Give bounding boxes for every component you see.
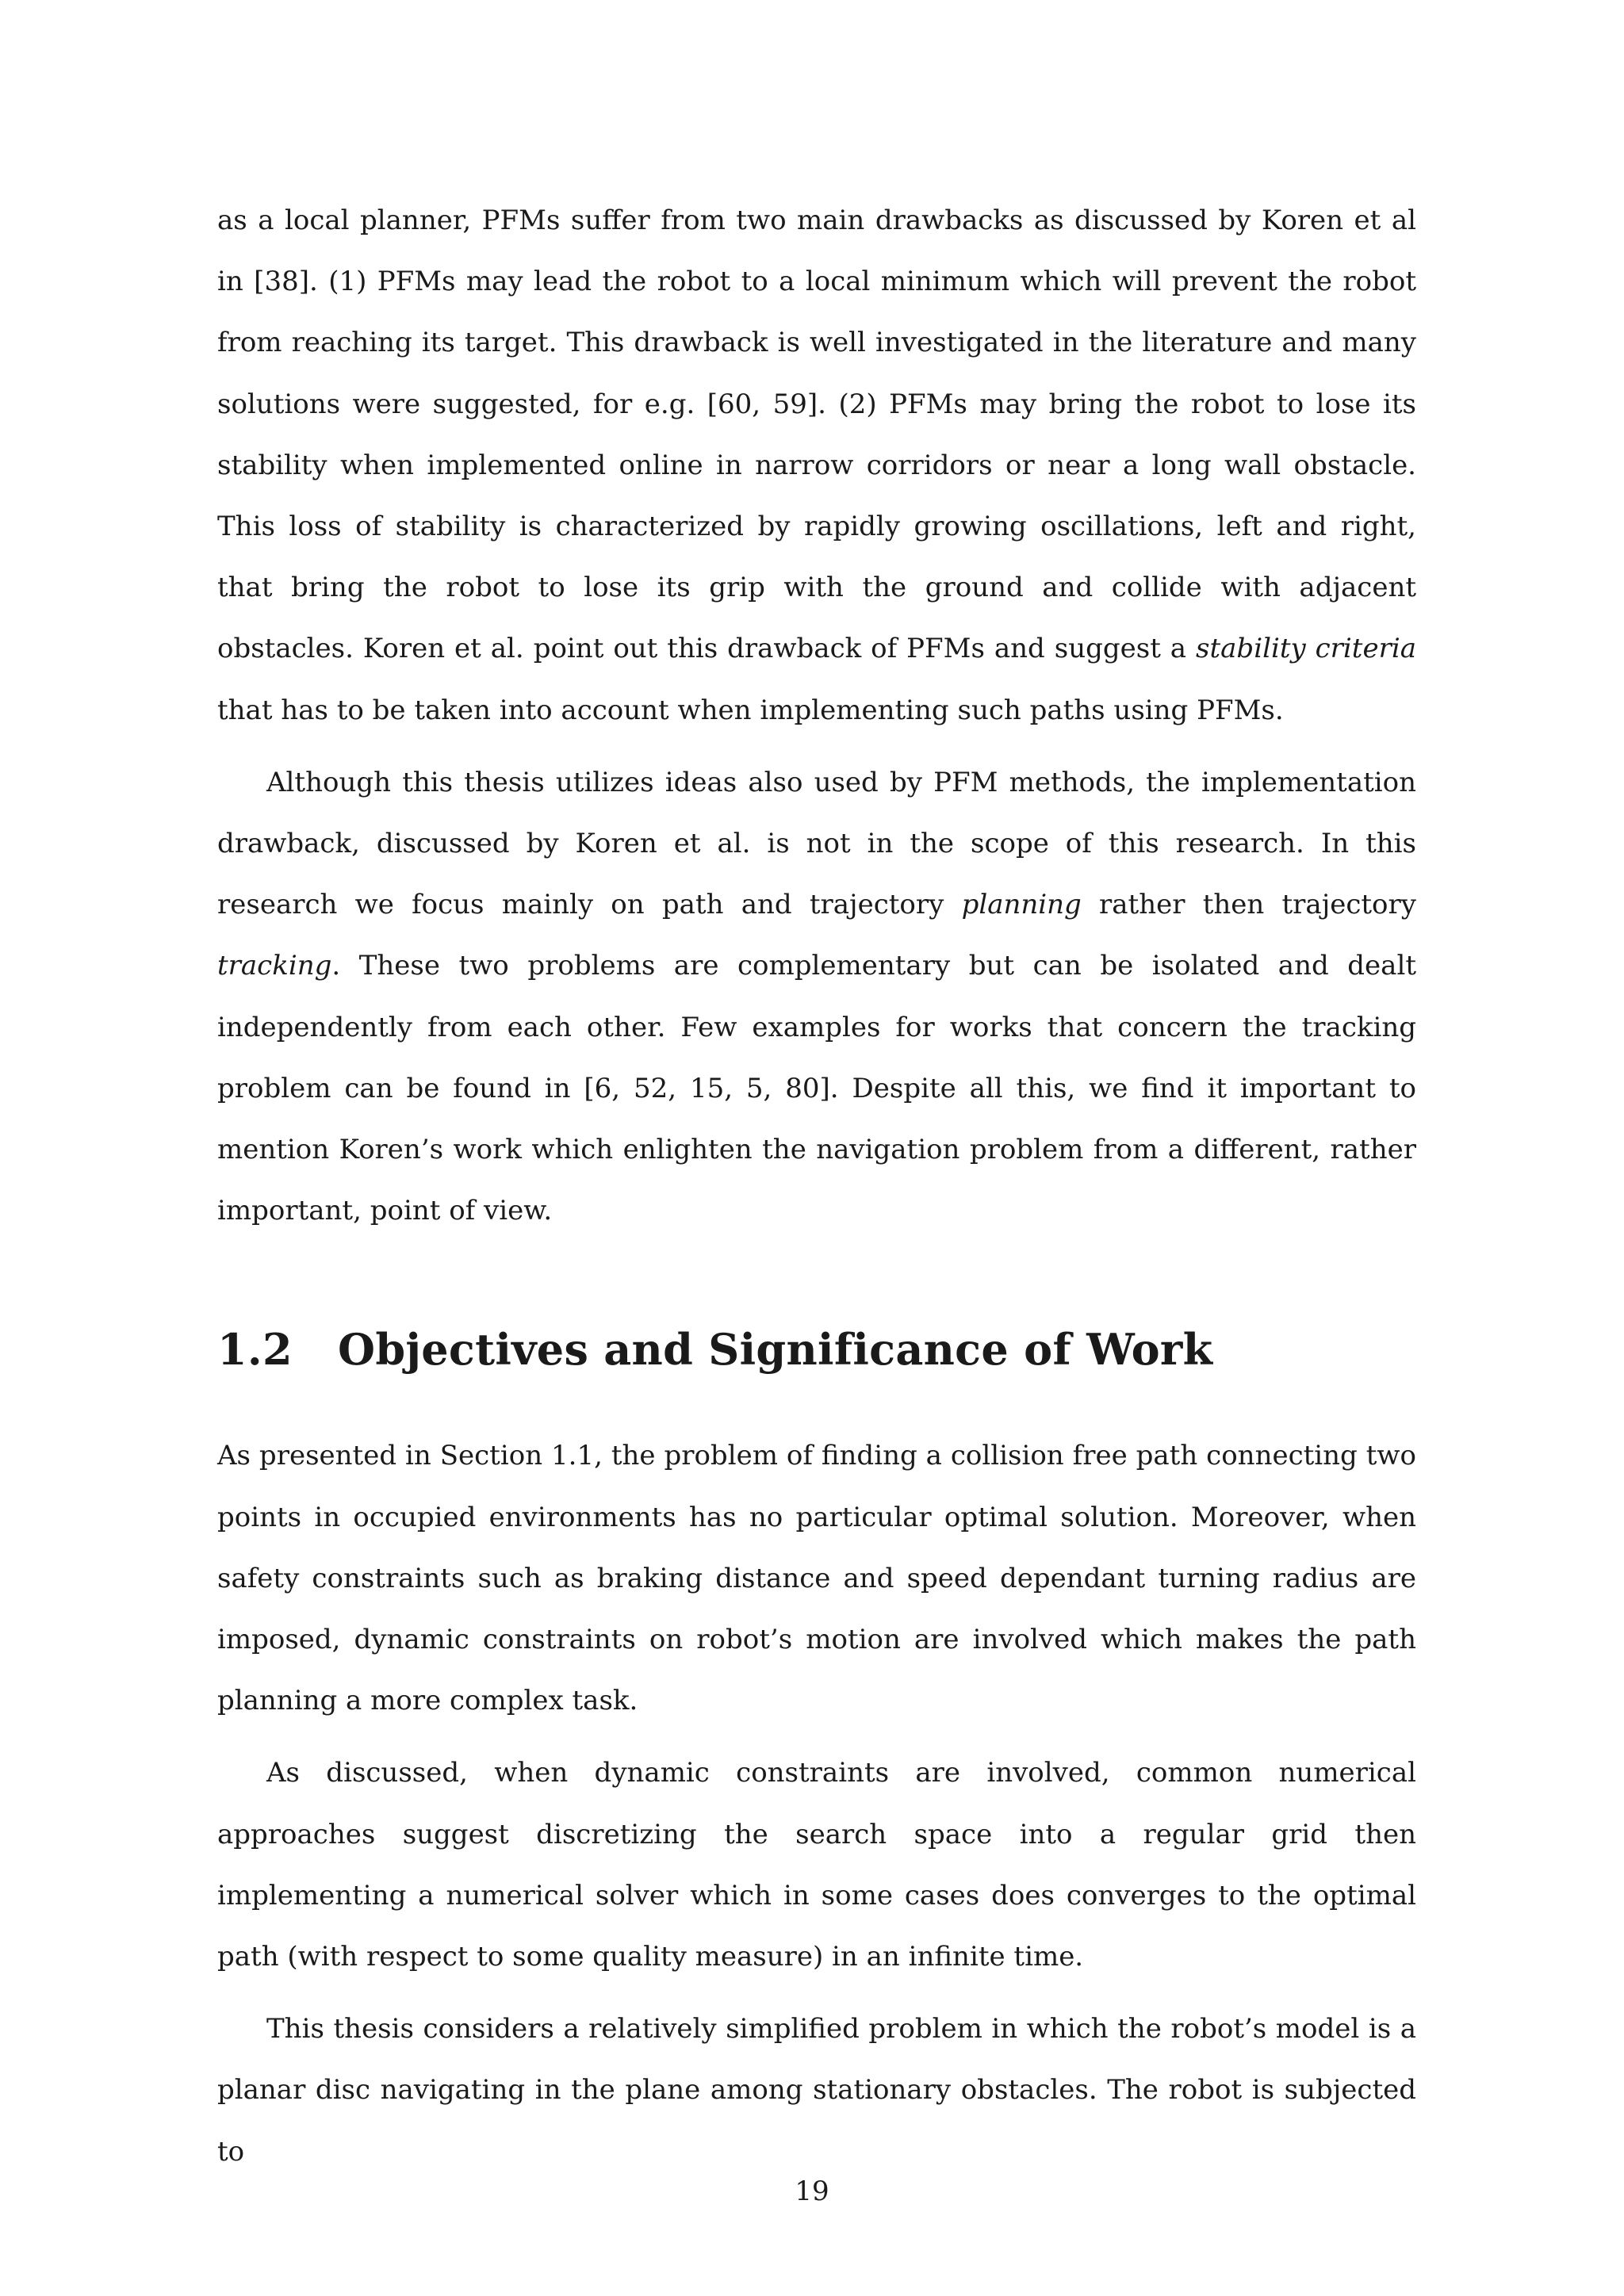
text-run: as a local planner, PFMs suffer from two main drawbacks as discussed by Koren et al in [38]. (1) PFMs may lead the robot to a local minimum which will prevent the robot from reaching its target. This drawback is well investigated in the literature and many solutions were suggested, for e.g. [60, 59]. (2) PFMs may bring the robot to lose its stability when implemented online in narrow corridors or near a long wall obstacle. This loss of stability is characterized by rapidly growing oscillations, left and right, that bring the robot to lose its grip with the ground and collide with adjacent obstacles. Koren et al. point out this drawback of PFMs and suggest a <box>217 205 1416 665</box>
text-run: As discussed, when dynamic constraints are involved, common numerical approaches suggest discretizing the search space into a regular grid then implementing a numerical solver which in some cases does converges to the optimal path (with respect to some quality measure) in an infinite time. <box>217 1757 1416 1973</box>
text-run: that has to be taken into account when implementing such paths using PFMs. <box>217 694 1284 726</box>
text-run: This thesis considers a relatively simplified problem in which the robot’s model is a planar disc navigating in the plane among stationary obstacles. The robot is subjected to <box>217 2013 1416 2168</box>
body-paragraph <box>217 1743 1416 1988</box>
body-paragraph <box>217 1999 1416 2183</box>
section-number: 1.2 <box>217 1324 293 1376</box>
text-run: rather then trajectory <box>1081 889 1416 921</box>
body-paragraph <box>217 752 1416 1242</box>
body-paragraph <box>217 190 1416 741</box>
text-run: . These two problems are complementary but can be isolated and dealt independently from each other. Few examples for works that concern the tracking problem can be found in [6, 52, 15, 5, 80]. Despite all this, we find it important to mention Koren’s work which enlighten the navigation problem from a different, rather important, point of view. <box>217 950 1416 1227</box>
section-title: Objectives and Significance of Work <box>338 1324 1213 1376</box>
italic-text-run: planning <box>961 889 1082 921</box>
text-run: As presented in Section 1.1, the problem of finding a collision free path connecting two points in occupied environments has no particular optimal solution. Moreover, when safety constraints such as braking distance and speed dependant turning radius are imposed, dynamic constraints on robot’s motion are involved which makes the path planning a more complex task. <box>217 1440 1416 1717</box>
section-heading <box>217 1324 1416 1375</box>
page-body <box>217 190 1416 2183</box>
body-paragraph <box>217 1425 1416 1732</box>
page-number: 19 <box>795 2175 829 2207</box>
italic-text-run: stability criteria <box>1196 633 1416 665</box>
italic-text-run: tracking <box>217 950 332 982</box>
text-run: Although this thesis utilizes ideas also used by PFM methods, the implementation drawback, discussed by Koren et al. is not in the scope of this research. In this research we focus mainly on path and trajectory <box>217 766 1416 921</box>
